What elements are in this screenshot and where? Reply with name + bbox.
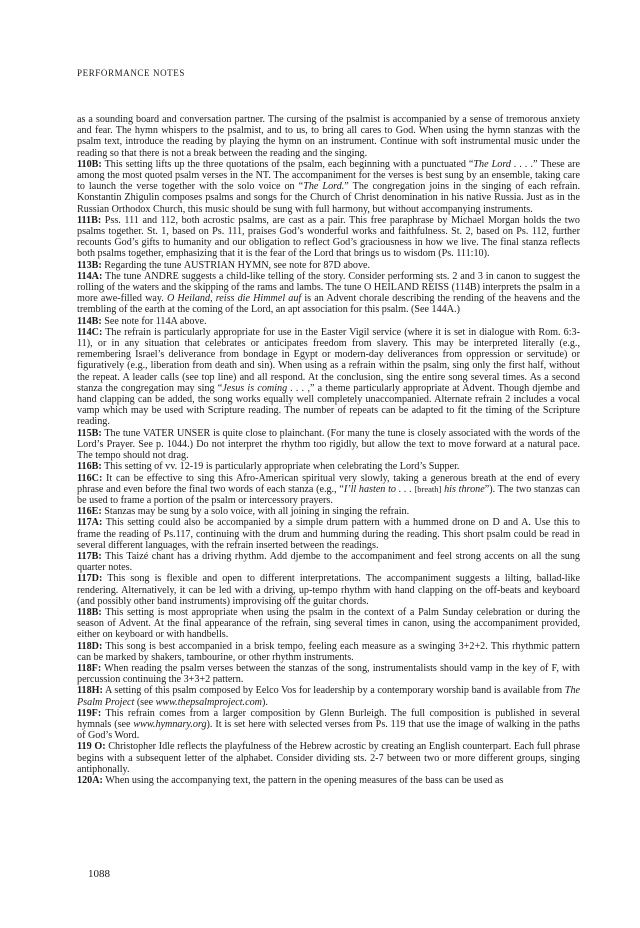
- note-text: This refrain comes from a larger composition by Glenn Burleigh. The full composition is published in several hymnals (see: [77, 707, 580, 730]
- note-id: 119F:: [77, 707, 102, 719]
- note-paragraph: [77, 260, 580, 271]
- bracket-note: [breath]: [414, 483, 442, 494]
- note-text: suggests a child-like telling of the story. Consider performing sts. 2 and 3 in canon to suggest the rolling of the waters and the skipping of the rams and lambs. The tune: [77, 270, 580, 294]
- note-paragraph: [77, 663, 580, 685]
- note-id: 116E:: [77, 506, 102, 518]
- note-text: ” The congregation joins in the singing of each refrain. Konstantin Zhigulin composes psalms and songs for the Church of Christ denomination in his native Russia. Just as in the Russian Orthodox Church, this music should be sung with full harmony, but without accompanying instruments.: [77, 181, 581, 215]
- note-id: 115B:: [77, 427, 102, 439]
- note-paragraph: [77, 551, 580, 573]
- note-paragraph: [77, 685, 580, 707]
- note-text: When reading the psalm verses between the stanzas of the song, instrumentalists should vamp in the key of F, with percussion continuing the 3+3+2 pattern.: [77, 662, 580, 686]
- note-paragraph: [77, 517, 580, 551]
- note-paragraph: [77, 741, 580, 775]
- note-text: is quite close to plainchant. (For many the tune is closely associated with the words of the Lord’s Prayer. See p. 1044.) Do not interpret the rhythm too rigidly, but allow the text to move forward at a natural pace. The tempo should not drag.: [77, 427, 581, 462]
- note-text: A setting of this psalm composed by Eelco Vos for leadership by a contemporary worship band is available from: [102, 685, 565, 697]
- note-text: The tune: [101, 427, 143, 439]
- note-text: This setting of vv. 12-19 is particularly appropriate when celebrating the Lord’s Supper.: [101, 461, 460, 473]
- note-text: Regarding the tune: [101, 259, 184, 271]
- note-paragraph: [77, 607, 580, 641]
- note-text: ” a theme particularly appropriate at Advent. Though djembe and hand clapping can be added, the song works equally well completely unaccompanied. Alternate refrain 2 includes a vocal vamp which may be used with Scripture reading. The number of repeats can be adapted to fit the timing of the Scripture reading.: [77, 382, 580, 428]
- note-id: 113B:: [77, 259, 102, 271]
- note-text: Pss. 111 and 112, both acrostic psalms, are cast as a pair. This free paraphrase by Michael Morgan holds the two psalms together. St. 1, based on Ps. 111, praises God’s wonderful works and faithfulness. St. 2, based on Ps. 112, further recounts God’s gifts to humanity and our obligation to reflect God’s graciousness in how we live. The final stanza reflects both psalms together, emphasizing that it is the fear of the Lord that brings us to wisdom (Ps. 111:10).: [77, 214, 580, 260]
- note-id: 114B:: [77, 315, 102, 327]
- tune-name: ANDRE: [143, 270, 179, 282]
- note-id: 116B:: [77, 461, 102, 473]
- italic-text: I’ll hasten to . . .: [343, 483, 412, 495]
- note-paragraph: [77, 159, 580, 215]
- italic-text: The Lord . . . .: [473, 158, 534, 170]
- note-paragraph: [77, 461, 580, 472]
- note-id: 117B:: [77, 550, 102, 562]
- note-id: 114A:: [77, 270, 103, 282]
- note-text: (see: [134, 696, 156, 708]
- tune-name: VATER UNSER: [143, 427, 211, 439]
- running-head: PERFORMANCE NOTES: [77, 68, 185, 78]
- note-id: 120A:: [77, 774, 103, 786]
- note-text: This song is best accompanied in a brisk tempo, feeling each measure as a swinging 3+2+2. This rhythmic pattern can be marked by shakers, tambourine, or other rhythm instruments.: [77, 640, 580, 663]
- performance-notes-body: [77, 114, 580, 786]
- page-number: 1088: [88, 868, 110, 880]
- note-id: 118B:: [77, 606, 102, 618]
- note-text: as a sounding board and conversation partner. The cursing of the psalmist is accompanied by a sense of tremorous anxiety and fear. The hymn whispers to the psalmist, and to us, to bring all cares to God. When using the hymn stanzas with the psalm text, introduce the reading by playing the hymn on an instrument. Continue with soft instrumental music under the reading so that there is not a break between the reading and the singing.: [77, 114, 580, 159]
- note-text: ). It is set here with selected verses from Ps. 119 that use the image of walking in the paths of God’s Word.: [77, 718, 580, 742]
- note-text: This Taizé chant has a driving rhythm. Add djembe to the accompaniment and feel strong accents on all the sung quarter notes.: [77, 550, 580, 574]
- italic-text: The Psalm Project: [77, 685, 580, 708]
- note-paragraph: [77, 506, 580, 517]
- note-paragraph: [77, 428, 580, 462]
- note-id: 117D:: [77, 573, 103, 585]
- note-id: 116C:: [77, 472, 103, 484]
- note-id: 118D:: [77, 640, 103, 652]
- note-text: When using the accompanying text, the pattern in the opening measures of the bass can be used as: [102, 774, 504, 786]
- note-paragraph: [77, 708, 580, 742]
- tune-name: AUSTRIAN HYMN: [183, 259, 269, 271]
- note-text: This setting is most appropriate when using the psalm in the context of a Palm Sunday celebration or during the season of Advent. At the final appearance of the refrain, sing several times in canon, using the accompaniment provided, either on keyboard or with handbells.: [77, 606, 580, 641]
- note-paragraph: [77, 114, 580, 159]
- note-paragraph: [77, 271, 580, 316]
- note-text: This setting lifts up the three quotations of the psalm, each beginning with a punctuated “: [101, 158, 474, 170]
- note-text: The refrain is particularly appropriate for use in the Easter Vigil service (where it is set in dialogue with Rom. 6:3-11), or in any situation that celebrates or anticipates freedom from slavery. This may be interpreted literally (e.g., remembering Israel’s deliverance from bondage in Egypt or modern-day deliverances from oppression or servitude) or figuratively (e.g., liberation from death and sin). When using as a refrain within the psalm, sing only the first half, without the repeat. A leader calls (see top line) and all respond. At the conclusion, sing the entire song several times. As a second stanza the congregation may sing “: [77, 326, 580, 394]
- italic-text: Jesus is coming . . . ,: [222, 382, 310, 394]
- italic-text: The Lord.: [303, 181, 345, 193]
- tune-name: O HEILAND REISS: [364, 282, 450, 294]
- note-text: Stanzas may be sung by a solo voice, with all joining in singing the refrain.: [101, 506, 410, 518]
- note-text: This song is flexible and open to different interpretations. The accompaniment suggests a lilting, ballad-like rendering. Alternatively, it can be led with a driving, up-tempo rhythm with hand clapping on the off-beats and keyboard (and possibly other band instruments) improvising off the guitar chords.: [77, 573, 580, 607]
- italic-text: www.thepsalmproject.com: [155, 696, 262, 708]
- note-text: ”). The two stanzas can be used to frame a portion of the psalm or intercessory prayers.: [77, 483, 581, 506]
- note-text: See note for 114A above.: [101, 315, 207, 327]
- note-paragraph: [77, 327, 580, 428]
- note-id: 117A:: [77, 517, 103, 529]
- note-id: 110B:: [77, 158, 102, 170]
- note-text: (114B) interprets the psalm in a more awe-filled way.: [77, 282, 581, 305]
- note-paragraph: [77, 473, 580, 507]
- note-text: ).: [261, 696, 268, 708]
- note-paragraph: [77, 641, 580, 663]
- note-text: Christopher Idle reflects the playfulness of the Hebrew acrostic by creating an English counterpart. Each full phrase begins with a subsequent letter of the alphabet. Consider dividing sts. 2-7 between two or more different groups, singing antiphonally.: [77, 741, 580, 775]
- italic-text: www.hymnary.org: [133, 718, 207, 730]
- italic-text: O Heiland, reiss die Himmel auf: [166, 293, 302, 305]
- note-text: is an Advent chorale describing the rending of the heavens and the trembling of the earth at the coming of the Lord, an apt association for this psalm. (See 144A.): [77, 293, 580, 316]
- note-id: 114C:: [77, 326, 103, 338]
- note-text: The tune: [102, 270, 144, 282]
- note-text: ” These are among the most quoted psalm verses in the NT. The accompaniment for the verses is best sung by an ensemble, taking care to launch the verse together with the solo voice on “: [77, 158, 580, 193]
- note-paragraph: [77, 775, 580, 786]
- note-paragraph: [77, 573, 580, 607]
- note-text: , see note for 87D above.: [268, 259, 371, 271]
- note-paragraph: [77, 215, 580, 260]
- note-id: 118H:: [77, 685, 103, 697]
- note-text: It can be effective to sing this Afro-American spiritual very slowly, taking a generous breath at the end of every phrase and even before the final two words of each stanza (e.g., “: [77, 472, 580, 495]
- note-text: This setting could also be accompanied by a simple drum pattern with a hummed drone on D and A. Use this to frame the reading of Ps.117, continuing with the drum and humming during the reading. This short psalm could be read in several different languages, with the refrain inserted between the readings.: [77, 517, 580, 551]
- note-paragraph: [77, 316, 580, 327]
- note-id: 119 O:: [77, 741, 106, 753]
- italic-text: his throne: [444, 483, 485, 495]
- note-id: 118F:: [77, 662, 102, 674]
- note-id: 111B:: [77, 214, 102, 226]
